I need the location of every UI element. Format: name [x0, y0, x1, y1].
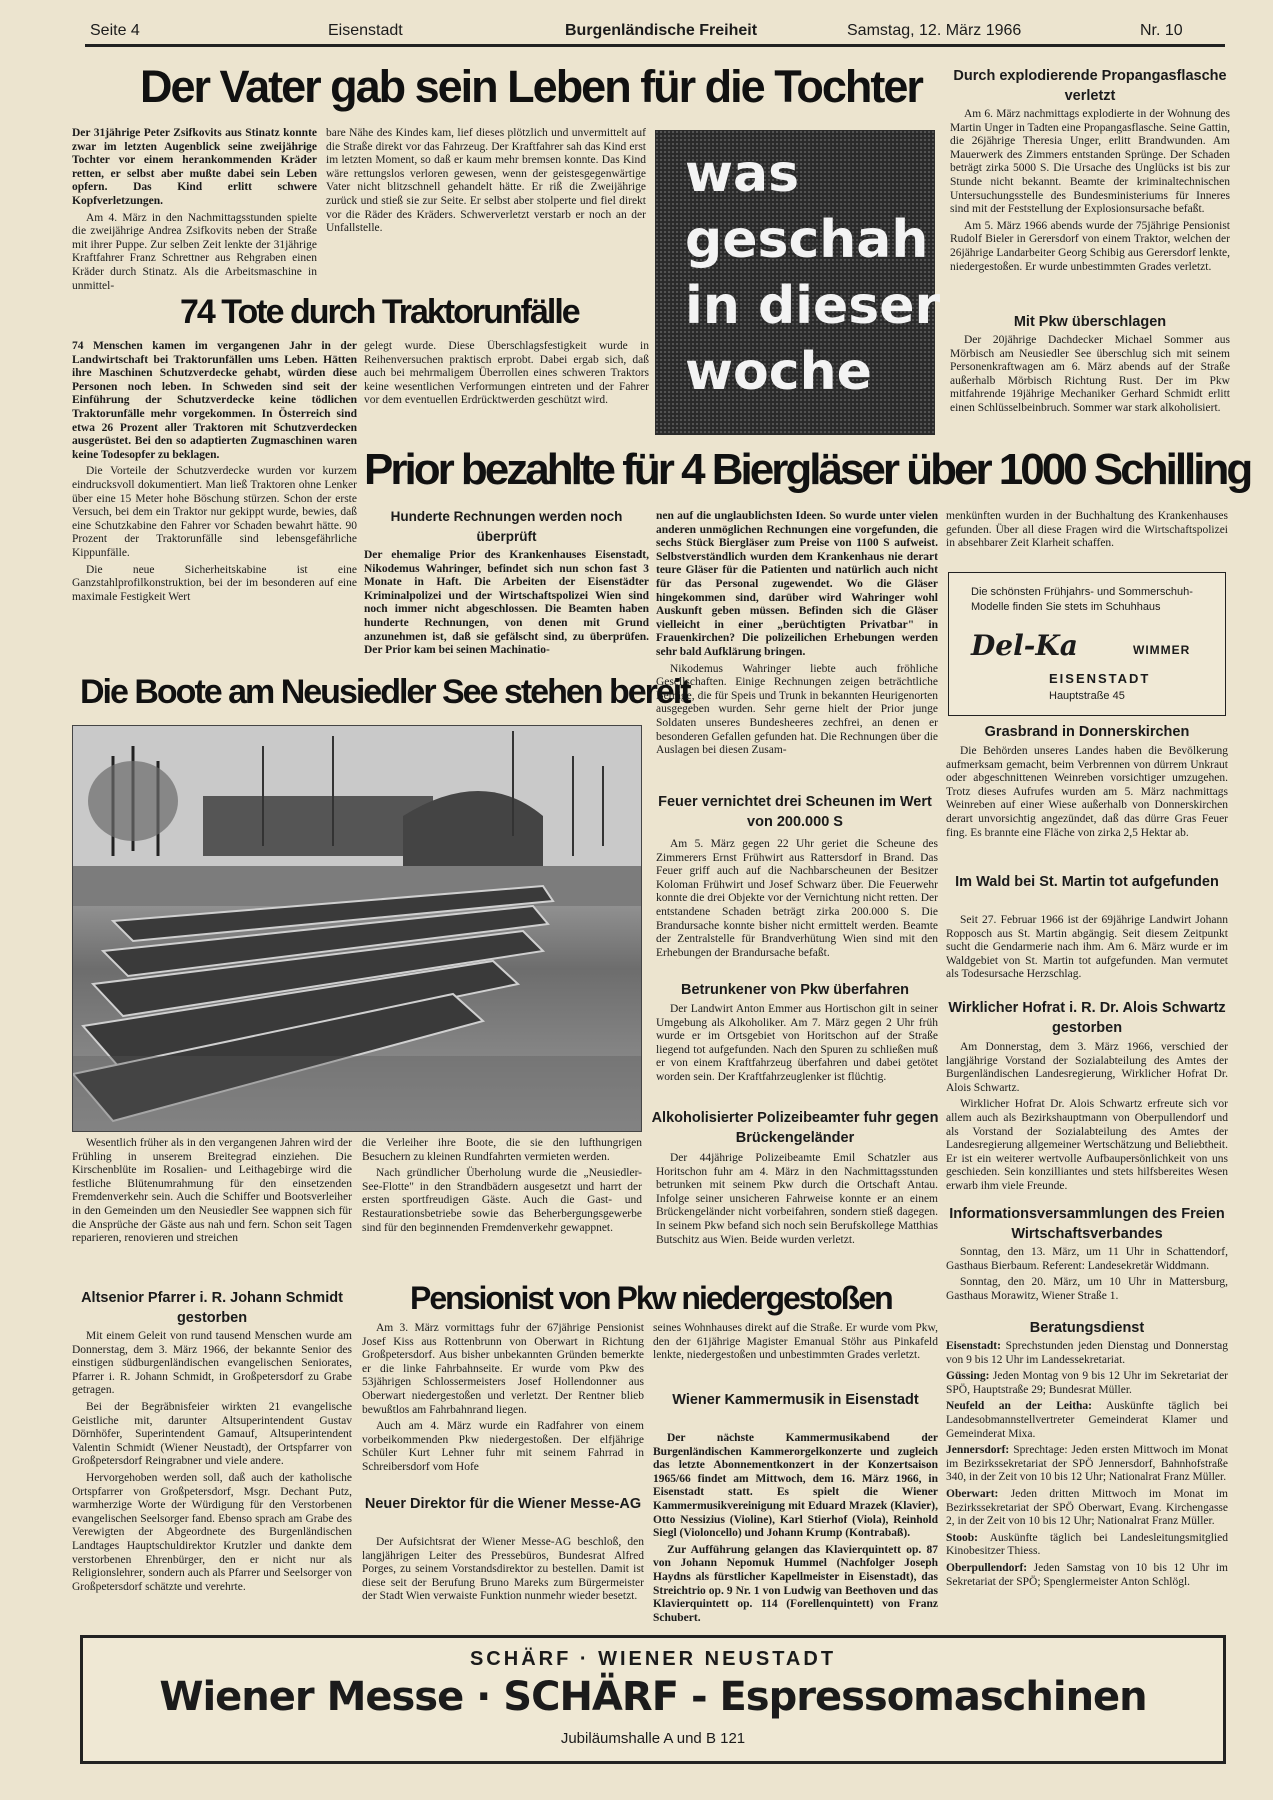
beratung-text: Jeden Samstag von 10 bis 12 Uhr im Sekretariat der SPÖ; Spenglermeister Anton Schlögl.	[946, 1561, 1228, 1588]
kammermusik-title: Wiener Kammermusik in Eisenstadt	[672, 1392, 919, 1408]
wald-p1: Seit 27. Februar 1966 ist der 69jährige Landwirt Johann Ropposch aus St. Martin abgängig. Seit diesem Zeitpunkt sucht die Gendarmerie nach ihm. Am 6. März wurde er im Waldgebiet von St. Martin tot aufgefunden. Man vermutet als Todesursache Herzschlag.	[946, 914, 1228, 981]
masthead	[90, 22, 1190, 44]
beratung-text: Sprechtage: Jeden ersten Mittwoch im Monat im Bezirkssekretariat der SPÖ Jennersdorf, Bahnhofstraße 340, in der Zeit von 10 bis 12 Uhr; Nationalrat Franz Müller.	[946, 1444, 1228, 1484]
altsenior-p3: Hervorgehoben werden soll, daß auch der katholische Ortspfarrer von Großpetersdorf, Msgr. Dechant Putz, warmherzige Worte der Würdigung für den Verstorbenen evangelischen Seelsorger fand. Ebenso sprach am Grabe des Verewigten der Abgeordnete des Burgenländischen Landtages Hauptschuldirektor Krutzler und dankte dem verstorbenen Ehrenbürger, den er nicht nur als Religionslehrer, sondern auch als Pfarrer und Seelsorger von Großpetersdorf schätzte und verehrte.	[72, 1471, 352, 1593]
messe-p1: Der Aufsichtsrat der Wiener Messe-AG beschloß, den langjährigen Leiter des Pressebüros, Bundesrat Alfred Porges, zu seinem Vorstandsdirektor zu bestellen. Damit ist diese seit der Berufung Bruno Mareks zum Bürgermeister der Stadt Wien verwaiste Funktion nunmehr wieder besetzt.	[362, 1536, 644, 1603]
schaerf-line1: SCHÄRF · WIENER NEUSTADT	[469, 1648, 837, 1670]
vater-lead: Der 31jährige Peter Zsifkovits aus Stinatz konnte zwar im letzten Augenblick seine zweijährige Tochter vor einem herankommenden Kräder retten, er selbst aber mußte dabei sein Leben opfern. Das Kind erlitt schwere Kopfverletzungen.	[72, 127, 317, 207]
beratung-entry	[946, 1562, 1228, 1589]
issue-number: Nr. 10	[1140, 22, 1183, 39]
beratung-place: Jennersdorf:	[946, 1444, 1010, 1457]
headline-vater: Der Vater gab sein Leben für die Tochter	[140, 61, 922, 112]
prior-col2-p1: Nikodemus Wahringer liebte auch fröhliche Gesellschaften. Einige Rechnungen zeigen beträchtliche Beträge, die für Speis und Trunk in bekannten Heurigenorten ausgegeben wurden. Sehr gerne hielt der Prior junge Soldaten unseres Bundesheeres zechfrei, an denen er besonderen Gefallen gefunden hat. Die Rechnungen über die Auslagen bei diesen Zusam-	[656, 662, 938, 757]
boote-p2: die Verleiher ihre Boote, die sie den lufthungrigen Besuchern zu kleinen Rundfahrten vermieten werden.	[362, 1137, 642, 1163]
boats-photo	[72, 725, 642, 1132]
kammermusik-body	[653, 1432, 938, 1632]
traktor-col1	[72, 340, 357, 663]
kammermusik-p2: Zur Aufführung gelangen das Klavierquintett op. 87 von Johann Nepomuk Hummel (Nachfolger Joseph Haydns als fürstlicher Kapellmeister in Eisenstadt), das Streichtrio op. 9 Nr. 1 von Ludwig van Beethoven und das Klavierquintett op. 114 (Forellenquintett) von Franz Schubert.	[653, 1543, 938, 1624]
beratung-entry	[946, 1444, 1228, 1485]
delka-city: EISENSTADT	[1049, 671, 1151, 686]
polizeibeamter-body	[656, 1152, 938, 1270]
pkw-ueberschlagen-body	[950, 334, 1230, 444]
schaerf-ad	[80, 1635, 1226, 1764]
vater-p1: Am 4. März in den Nachmittagsstunden spielte die zweijährige Andrea Zsifkovits neben der Straße mit ihrer Puppe. Zur selben Zeit lenkte der 31jährige Kraftfahrer Franz Schrettner aus Rehgraben einen Kräder durch Stinatz. Als die Arbeitsmaschine in unmittel-	[72, 211, 317, 292]
beratung-place: Oberwart:	[946, 1487, 999, 1500]
grasbrand-body	[946, 745, 1228, 873]
feuer-p1: Am 5. März gegen 22 Uhr geriet die Scheune des Zimmerers Ernst Frühwirt aus Rattersdorf in Brand. Das Feuer griff auch auf die Nachbarscheunen der Besitzer Koloman Frühwirt und Josef Schwarz über. Die Feuerwehr konnte die drei Objekte vor der Vernichtung nicht retten. Der entstandene Schaden beträgt zirka 200.000 S. Die Brandursache konnte bisher nicht ermittelt werden. Beamte der Zentralstelle für Brandverhütung Wien sind mit den Erhebungen der Brandursache befaßt.	[656, 838, 938, 959]
pensionist-p3: seines Wohnhauses direkt auf die Straße. Er wurde vom Pkw, den der 61jährige Magister Emanual Stöhr aus Pinkafeld lenkte, niedergestoßen und unbestimmten Grades verletzt.	[653, 1322, 938, 1362]
paper-name: Burgenländische Freiheit	[565, 22, 758, 39]
beratung-place: Güssing:	[946, 1370, 990, 1383]
traktor-col2-p1: gelegt wurde. Diese Überschlagsfestigkeit wurde in Reihenversuchen praktisch erprobt. Dabei ergab sich, daß auch bei mehrmaligem Überrollen eines schweren Traktors keine wesentlichen Verformungen eintreten und der Fahrer vor dem eventuellen Erdrücktwerden geschützt wird.	[364, 340, 649, 407]
headline-boote: Die Boote am Neusiedler See stehen bereit	[80, 673, 690, 711]
wald-body	[946, 914, 1228, 996]
beratung-entry	[946, 1340, 1228, 1367]
info-title: Informationsversammlungen des Freien Wirtschaftsverbandes	[949, 1206, 1225, 1242]
messe-title: Neuer Direktor für die Wiener Messe-AG	[364, 1496, 642, 1512]
traktor-col2	[364, 340, 649, 440]
boote-p1: Wesentlich früher als in den vergangenen Jahren wird der Frühling in unserem Breitegrad einziehen. Die Kirschenblüte im Rosalien- und Leithagebirge wird die festliche Blütenumrahmung für den einsetzenden Fremdenverkehr sein. Auch die Schiffer und Bootsverleiher in den Gemeinden um den Neusiedler See wappnen sich für die Ansprüche der Gäste aus nah und fern. Schon seit Tagen reparieren, renovieren und streichen	[72, 1137, 352, 1245]
grasbrand-title: Grasbrand in Donnerskirchen	[984, 724, 1190, 740]
betrunken-body	[656, 1003, 938, 1103]
masthead-city: Eisenstadt	[328, 22, 403, 39]
pensionist-col1	[362, 1322, 644, 1480]
beratung-body	[946, 1340, 1228, 1635]
prior-lead: Der ehemalige Prior des Krankenhauses Eisenstadt, Nikodemus Wahringer, befindet sich nun schon fast 3 Monate in Haft. Die Arbeiten der Eisenstädter Kriminalpolizei und der Wirtschaftspolizei Wien sind noch immer nicht abgeschlossen. Die Beamten haben hunderte Rechnungen, von denen mit Grund anzunehmen ist, daß sie gefälscht sind, zu überprüfen. Der Prior kam bei seinen Machinatio-	[364, 549, 649, 657]
beratung-text: Auskünfte täglich bei Landesobmannstellvertreter Gemeinderat Klamer und Gemeinderat Mixa.	[946, 1400, 1228, 1440]
propangas-body	[950, 108, 1230, 308]
pensionist-p2: Auch am 4. März wurde ein Radfahrer von einem vorbeikommenden Pkw niedergestoßen. Der elfjährige Schüler Kurt Lehner fuhr mit seinem Fahrrad in Schreibersdorf vom Hofe	[362, 1420, 644, 1473]
traktor-p2: Die neue Sicherheitskabine ist eine Ganzstahlprofilkonstruktion, bei der im besonderen auf eine maximale Festigkeit Wert	[72, 563, 357, 603]
prior-col3	[946, 510, 1228, 572]
pkw-ueberschlagen-title: Mit Pkw überschlagen	[1013, 314, 1167, 330]
prior-col1	[364, 549, 649, 665]
beratung-entry	[946, 1400, 1228, 1441]
was-geschah-line1: was	[685, 144, 800, 204]
prior-col2	[656, 510, 938, 778]
traktor-p1: Die Vorteile der Schutzverdecke wurden vor kurzem eindrucksvoll dokumentiert. Man ließ Traktoren ohne Lenker über eine 15 Meter hohe Böschung stürzen. Schon der erste Versuch, bei dem ein Traktor nur gekippt wurde, bewies, daß eine Schutzkabine den Fahrer vor Schaden bewahrt hätte. 90 Prozent der Traktorunfälle sind lebensgefährliche Kippunfälle.	[72, 465, 357, 559]
altsenior-title: Altsenior Pfarrer i. R. Johann Schmidt gestorben	[81, 1290, 343, 1326]
pensionist-p1: Am 3. März vormittags fuhr der 67jährige Pensionist Josef Kiss aus Rottenbrunn von Oberwart in Richtung Großpetersdorf. Aus bisher unbekannten Gründen bemerkte er die linke Fahrbahnseite. Er wurde vom Pkw des 53jährigen Schlossermeisters Josef Hollendonner aus Oberwart niedergestoßen und verletzt. Der Rentner blieb bewußtlos am Fahrbahnrand liegen.	[362, 1322, 644, 1416]
headline-traktor: 74 Tote durch Traktorunfälle	[180, 293, 579, 331]
vater-col2	[326, 127, 646, 277]
beratung-title: Beratungsdienst	[1029, 1320, 1145, 1336]
beratung-text: Jeden dritten Mittwoch im Monat im Bezirkssekretariat der SPÖ Oberwart, Evang. Kirchengasse 2, in der Zeit von 10 bis 12 Uhr; Nationalrat Franz Müller.	[946, 1487, 1228, 1528]
headline-pensionist: Pensionist von Pkw niedergestoßen	[410, 1280, 892, 1316]
beratung-entry	[946, 1488, 1228, 1529]
issue-date: Samstag, 12. März 1966	[847, 22, 1022, 39]
boote-col2	[362, 1137, 642, 1267]
beratung-place: Stoob:	[946, 1531, 978, 1544]
was-geschah-line4: woche	[685, 342, 872, 402]
info-body	[946, 1246, 1228, 1316]
hofrat-body	[946, 1041, 1228, 1193]
was-geschah-line3: in dieser	[685, 276, 941, 336]
messe-body	[362, 1536, 644, 1630]
hofrat-p2: Wirklicher Hofrat Dr. Alois Schwartz erfreute sich vor allem auch als Bezirkshauptmann von Oberpullendorf und als Vorstand der Sozialabteilung des Amtes der Landesregierung allgemeiner Wertschätzung und Beliebtheit. Er ist ein weiterer wertvolle Aufbaupersönlichkeit von uns geschieden. Sein konzilliantes und stets hilfsbereites Wesen erwarb ihm viele Freunde.	[946, 1098, 1228, 1192]
feuer-title: Feuer vernichtet drei Scheunen im Wert von 200.000 S	[658, 794, 932, 830]
altsenior-p1: Mit einem Geleit von rund tausend Menschen wurde am Donnerstag, dem 3. März 1966, der bekannte Senior des einstigen südburgenländischen evangelischen Seniorates, Pfarrer i. R. Johann Schmidt, in Großpetersdorf zu Grabe getragen.	[72, 1330, 352, 1397]
hofrat-title: Wirklicher Hofrat i. R. Dr. Alois Schwartz gestorben	[948, 1000, 1226, 1036]
beratung-entry	[946, 1532, 1228, 1559]
delka-ad	[948, 572, 1226, 716]
altsenior-p2: Bei der Begräbnisfeier wirkten 21 evangelische Geistliche mit, darunter Altsuperintendent Gustav Dörnhöfer, Superintendent Gamauf, Altsuperintendent Valentin Schmidt (Wiener Neustadt), der Ortspfarrer von Großpetersdorf Reingrabner und viele andere.	[72, 1400, 352, 1468]
feuer-body	[656, 838, 938, 978]
pensionist-col2	[653, 1322, 938, 1390]
masthead-rule	[85, 44, 1225, 47]
delka-line1: Die schönsten Frühjahrs- und Sommerschuh-Modelle finden Sie stets im Schuhhaus	[971, 586, 1193, 613]
was-geschah-box	[655, 130, 941, 435]
prior-col2-lead: nen auf die unglaublichsten Ideen. So wurde unter vielen anderen unmöglichen Rechnungen eine vorgefunden, die sechs Stück Biergläser zum Preise von 1100 S aufweist. Selbstverständlich wurden dem Krankenhaus nie derart teure Gläser für die Patienten und natürlich auch nicht für das Personal zugewendet. Wo die Gläser hingekommen sind, darüber wird Wahringer wohl Auskunft geben müssen. Befinden sich die Gläser vielleicht in einer „berüchtigten Privatbar" in Frauenkirchen? Die polizeilichen Erhebungen werden sehr bald Aufklärung bringen.	[656, 510, 938, 658]
polizeibeamter-p1: Der 44jährige Polizeibeamte Emil Schatzler aus Horitschon fuhr am 4. März in den Nachmittagsstunden betrunken mit seinem Pkw durch die Ortschaft Antau. Infolge seiner unsicheren Fahrweise konnte er an einem Brückengeländer nicht vorbeifahren, sondern stieß dagegen. In seinem Pkw befand sich noch sein Berufskollege Matthias Butschitz aus Wien. Beide wurden verletzt.	[656, 1152, 938, 1246]
info-p1: Sonntag, den 13. März, um 11 Uhr in Schattendorf, Gasthaus Bierbaum. Referent: Landesekretär Widdmann.	[946, 1246, 1228, 1272]
pkw-ueberschlagen-p1: Der 20jährige Dachdecker Michael Sommer aus Mörbisch am Neusiedler See überschlug sich mit seinem Personenkraftwagen am 6. März abends auf der Straße außerhalb Mörbisch Richtung Rust. Der im Pkw mitfahrende 19jährige Mechaniker Gerhard Schmidt erlitt einen Schlüsselbeinbruch. Sommer war stark alkoholisiert.	[950, 334, 1230, 414]
altsenior-body	[72, 1330, 352, 1630]
beratung-place: Oberpullendorf:	[946, 1561, 1028, 1574]
propangas-p1: Am 6. März nachmittags explodierte in der Wohnung des Martin Unger in Tadten eine Propangasflasche. Seine Gattin, die 26jährige Theresia Unger, erlitt Brandwunden. Am Mauerwerk des Zimmers entstanden Sprünge. Der Schaden beträgt zirka 5000 S. Die Ursache des Unglücks ist bis zur Stunde nicht bekannt. Beamte der kriminaltechnischen Untersuchungsstelle des Bundesministeriums für Inneres sind mit der Feststellung der Explosionsursache befaßt.	[950, 108, 1230, 216]
polizeibeamter-title: Alkoholisierter Polizeibeamter fuhr gegen Brückengeländer	[651, 1110, 939, 1146]
delka-brand: Del-Ka	[971, 629, 1078, 662]
grasbrand-p1: Die Behörden unseres Landes haben die Bevölkerung aufmerksam gemacht, beim Verbrennen von dürrem Unkraut oder abgeschnittenen Weinreben vorsichtiger umzugehen. Trotz dieses Aufrufes wurden am 5. März nachmittags Weinreben auf einer Wiese außerhalb von Donnerskirchen derart unvorsichtig angezündet, daß das dürre Gras Feuer fing. Es brannte eine Fläche von zirka 2,5 Hektar ab.	[946, 745, 1228, 839]
hofrat-p1: Am Donnerstag, dem 3. März 1966, verschied der langjährige Vorstand der Sozialabteilung des Amtes der Burgenländischen Landesregierung, Wirklicher Hofrat Dr. Alois Schwartz.	[946, 1041, 1228, 1094]
propangas-title: Durch explodierende Propangasflasche verletzt	[953, 68, 1227, 104]
wald-title: Im Wald bei St. Martin tot aufgefunden	[955, 874, 1219, 890]
beratung-entry	[946, 1370, 1228, 1397]
boote-p3: Nach gründlicher Überholung wurde die „Neusiedler-See-Flotte" in den Strandbädern ausgesetzt und harrt der ersten sportfreudigen Gäste. Auch die Gast- und Restaurationsbetriebe sowie das Beherbergungsgewerbe sind für den beginnenden Fremdenverkehr gewappnet.	[362, 1167, 642, 1234]
kammermusik-p1: Der nächste Kammermusikabend der Burgenländischen Kammerorgelkonzerte und zugleich das letzte Abonnementkonzert in der Konzertsaison 1965/66 findet am Mittwoch, dem 16. März 1966, in Eisenstadt statt. Es spielt die Wiener Kammermusikvereinigung mit Eduard Mrazek (Klavier), Otto Nessizius (Violine), Karl Stierhof (Viola), Reinhold Siegl (Violoncello) und Johann Krump (Kontrabaß).	[653, 1432, 938, 1540]
page-number: Seite 4	[90, 22, 140, 39]
beratung-text: Auskünfte täglich bei Landesleitungsmitglied Kinobesitzer Thiess.	[946, 1531, 1228, 1558]
schaerf-line3: Jubiläumshalle A und B 121	[560, 1730, 746, 1747]
was-geschah-line2: geschah	[685, 210, 929, 270]
beratung-place: Neufeld an der Leitha:	[946, 1400, 1092, 1413]
prior-col3-p1: menkünften wurden in der Buchhaltung des Krankenhauses gefunden. Über all diese Fragen wird die Wirtschaftspolizei in absehbarer Zeit Klarheit schaffen.	[946, 510, 1228, 550]
vater-p2: bare Nähe des Kindes kam, lief dieses plötzlich und unvermittelt auf die Straße direkt vor das Fahrzeug. Der Kraftfahrer sah das Kind erst im letzten Moment, so daß er kaum mehr bremsen konnte. Das Kind wäre rettungslos verloren gewesen, wenn der geistesgegenwärtige Vater nicht blitzschnell gehandelt hätte. Er riß die Zweijährige zurück und stieß sie zur Seite. Er selbst aber stolperte und fiel direkt vor die Räder des Kräders. Schwerverletzt verstarb er noch an der Unfallstelle.	[326, 127, 646, 235]
betrunken-title: Betrunkener von Pkw überfahren	[680, 982, 910, 998]
delka-address: Hauptstraße 45	[1049, 690, 1125, 702]
headline-prior: Prior bezahlte für 4 Biergläser über 1000 Schilling	[364, 445, 1251, 494]
propangas-p2: Am 5. März 1966 abends wurde der 75jährige Pensionist Rudolf Bieler in Gerersdorf von einem Traktor, welchen der 26jährige Landarbeiter Georg Schibig aus Gerersdorf lenkte, niedergestoßen. Er wurde unbestimmten Grades verletzt.	[950, 219, 1230, 273]
betrunken-p1: Der Landwirt Anton Emmer aus Hortischon gilt in seiner Umgebung als Alkoholiker. Am 7. März gegen 2 Uhr früh wurde er im Ortsgebiet von Horitschon auf der Straße liegend tot aufgefunden. Nach den Spuren zu schließen muß er von einem Kraftfahrzeug überfahren und dabei getötet worden sein. Der Kraftfahrzeuglenker ist flüchtig.	[656, 1003, 938, 1083]
prior-subtitle: Hunderte Rechnungen werden noch überprüft	[390, 509, 623, 544]
beratung-text: Sprechstunden jeden Dienstag und Donnerstag von 9 bis 12 Uhr im Landessekretariat.	[946, 1340, 1228, 1366]
schaerf-line2: Wiener Messe · SCHÄRF - Espressomaschinen	[159, 1674, 1147, 1720]
info-p2: Sonntag, den 20. März, um 10 Uhr in Mattersburg, Gasthaus Morawitz, Wiener Straße 1.	[946, 1276, 1228, 1302]
traktor-lead: 74 Menschen kamen im vergangenen Jahr in der Landwirtschaft bei Traktorunfällen ums Leben. Hätten ihre Maschinen Schutzverdecke gehabt, würden diese Personen noch leben. In Schweden sind seit der Einführung der Schutzverdecke keine tödlichen Traktorunfälle mehr vorgekommen. In Österreich sind etwa 26 Prozent aller Traktoren mit Schutzverdecken ausgerüstet. Bei den so adaptierten Zugmaschinen waren keine Todesopfer zu beklagen.	[72, 340, 357, 461]
beratung-place: Eisenstadt:	[946, 1340, 1001, 1352]
boats-photo-svg	[73, 726, 641, 1131]
delka-owner: WIMMER	[1133, 643, 1191, 657]
boote-col1	[72, 1137, 352, 1267]
beratung-text: Jeden Montag von 9 bis 12 Uhr im Sekretariat der SPÖ, Hauptstraße 29; Bundesrat Müller.	[946, 1370, 1228, 1396]
